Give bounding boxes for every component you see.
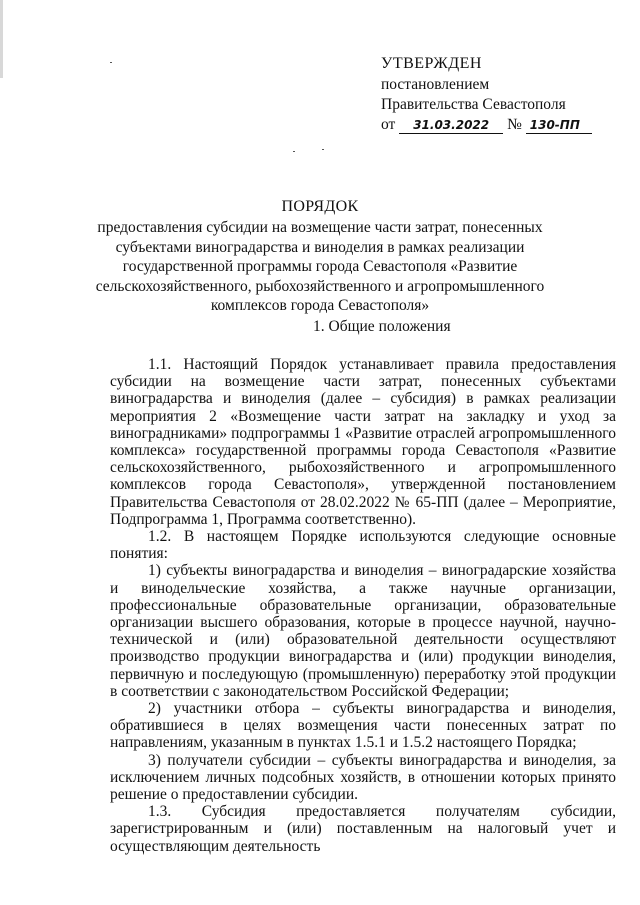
scan-edge-shadow: [0, 0, 3, 78]
definition-2: 2) участники отбора – субъекты виноградарства и виноделия, обратившиеся в целях возмещения части понесенных затрат по направлениям, указанным в пунктах 1.5.1 и 1.5.2 настоящего Порядка;: [110, 700, 616, 752]
approval-stamp: [381, 54, 592, 135]
paragraph-1-1: 1.1. Настоящий Порядок устанавливает правила предоставления субсидии на возмещение части затрат, понесенных субъектами виноградарства и виноделия (далее – субсидия) в рамках реализации мероприятия 2 «Возмещение части затрат на закладку и уход за виноградниками» подпрограммы 1 «Развитие отраслей агропромышленного комплекса» государственной программы города Севастополя «Развитие сельскохозяйственного, рыбохозяйственного и агропромышленного комплексов города Севастополя», утвержденной постановлением Правительства Севастополя от 28.02.2022 № 65-ПП (далее – Мероприятие, Подпрограмма 1, Программа соответственно).: [110, 356, 616, 528]
handwritten-date: 31.03.2022: [399, 118, 503, 134]
scan-speck: [322, 149, 324, 150]
approval-date-line: [381, 115, 592, 135]
definition-1: 1) субъекты виноградарства и виноделия – виноградарские хозяйства и винодельческие хозяйства, а также научные организации, профессиональные образовательные организации, образовательные организации высшего образования, которые в процессе научной, научно-технической и (или) образовательной деятельности осуществляют производство продукции виноградарства и (или) продукции виноделия, первичную и последующую (промышленную) переработку этой продукции в соответствии с законодательством Российской Федерации;: [110, 562, 616, 700]
date-prefix: от: [381, 116, 396, 133]
document-title: ПОРЯДОК: [281, 198, 359, 215]
approval-heading: УТВЕРЖДЕН: [381, 55, 482, 72]
paragraph-1-2: 1.2. В настоящем Порядке используются следующие основные понятия:: [110, 528, 616, 563]
document-title-block: [60, 197, 580, 316]
scan-speck: [293, 151, 295, 152]
handwritten-number: 130-ПП: [526, 118, 592, 134]
definition-3: 3) получатели субсидии – субъекты виноградарства и виноделия, за исключением личных подсобных хозяйств, в отношении которых принято решение о предоставлении субсидии.: [110, 751, 616, 804]
section-heading: 1. Общие положения: [313, 318, 451, 335]
approval-line-1: постановлением: [381, 76, 490, 93]
document-body: [110, 356, 616, 855]
number-prefix: №: [507, 116, 522, 133]
scan-speck: [110, 62, 112, 63]
document-subtitle: предоставления субсидии на возмещение части затрат, понесенных субъектами виноградарства и виноделия в рамках реализации государственной программы города Севастополя «Развитие сельскохозяйственного, рыбохозяйственного и агропромышленного комплексов города Севастополя»: [95, 219, 545, 315]
paragraph-1-3: 1.3. Субсидия предоставляется получателям субсидии, зарегистрированным и (или) поставленным на налоговый учет и осуществляющим деятельность: [110, 803, 616, 855]
approval-line-2: Правительства Севастополя: [381, 96, 566, 113]
